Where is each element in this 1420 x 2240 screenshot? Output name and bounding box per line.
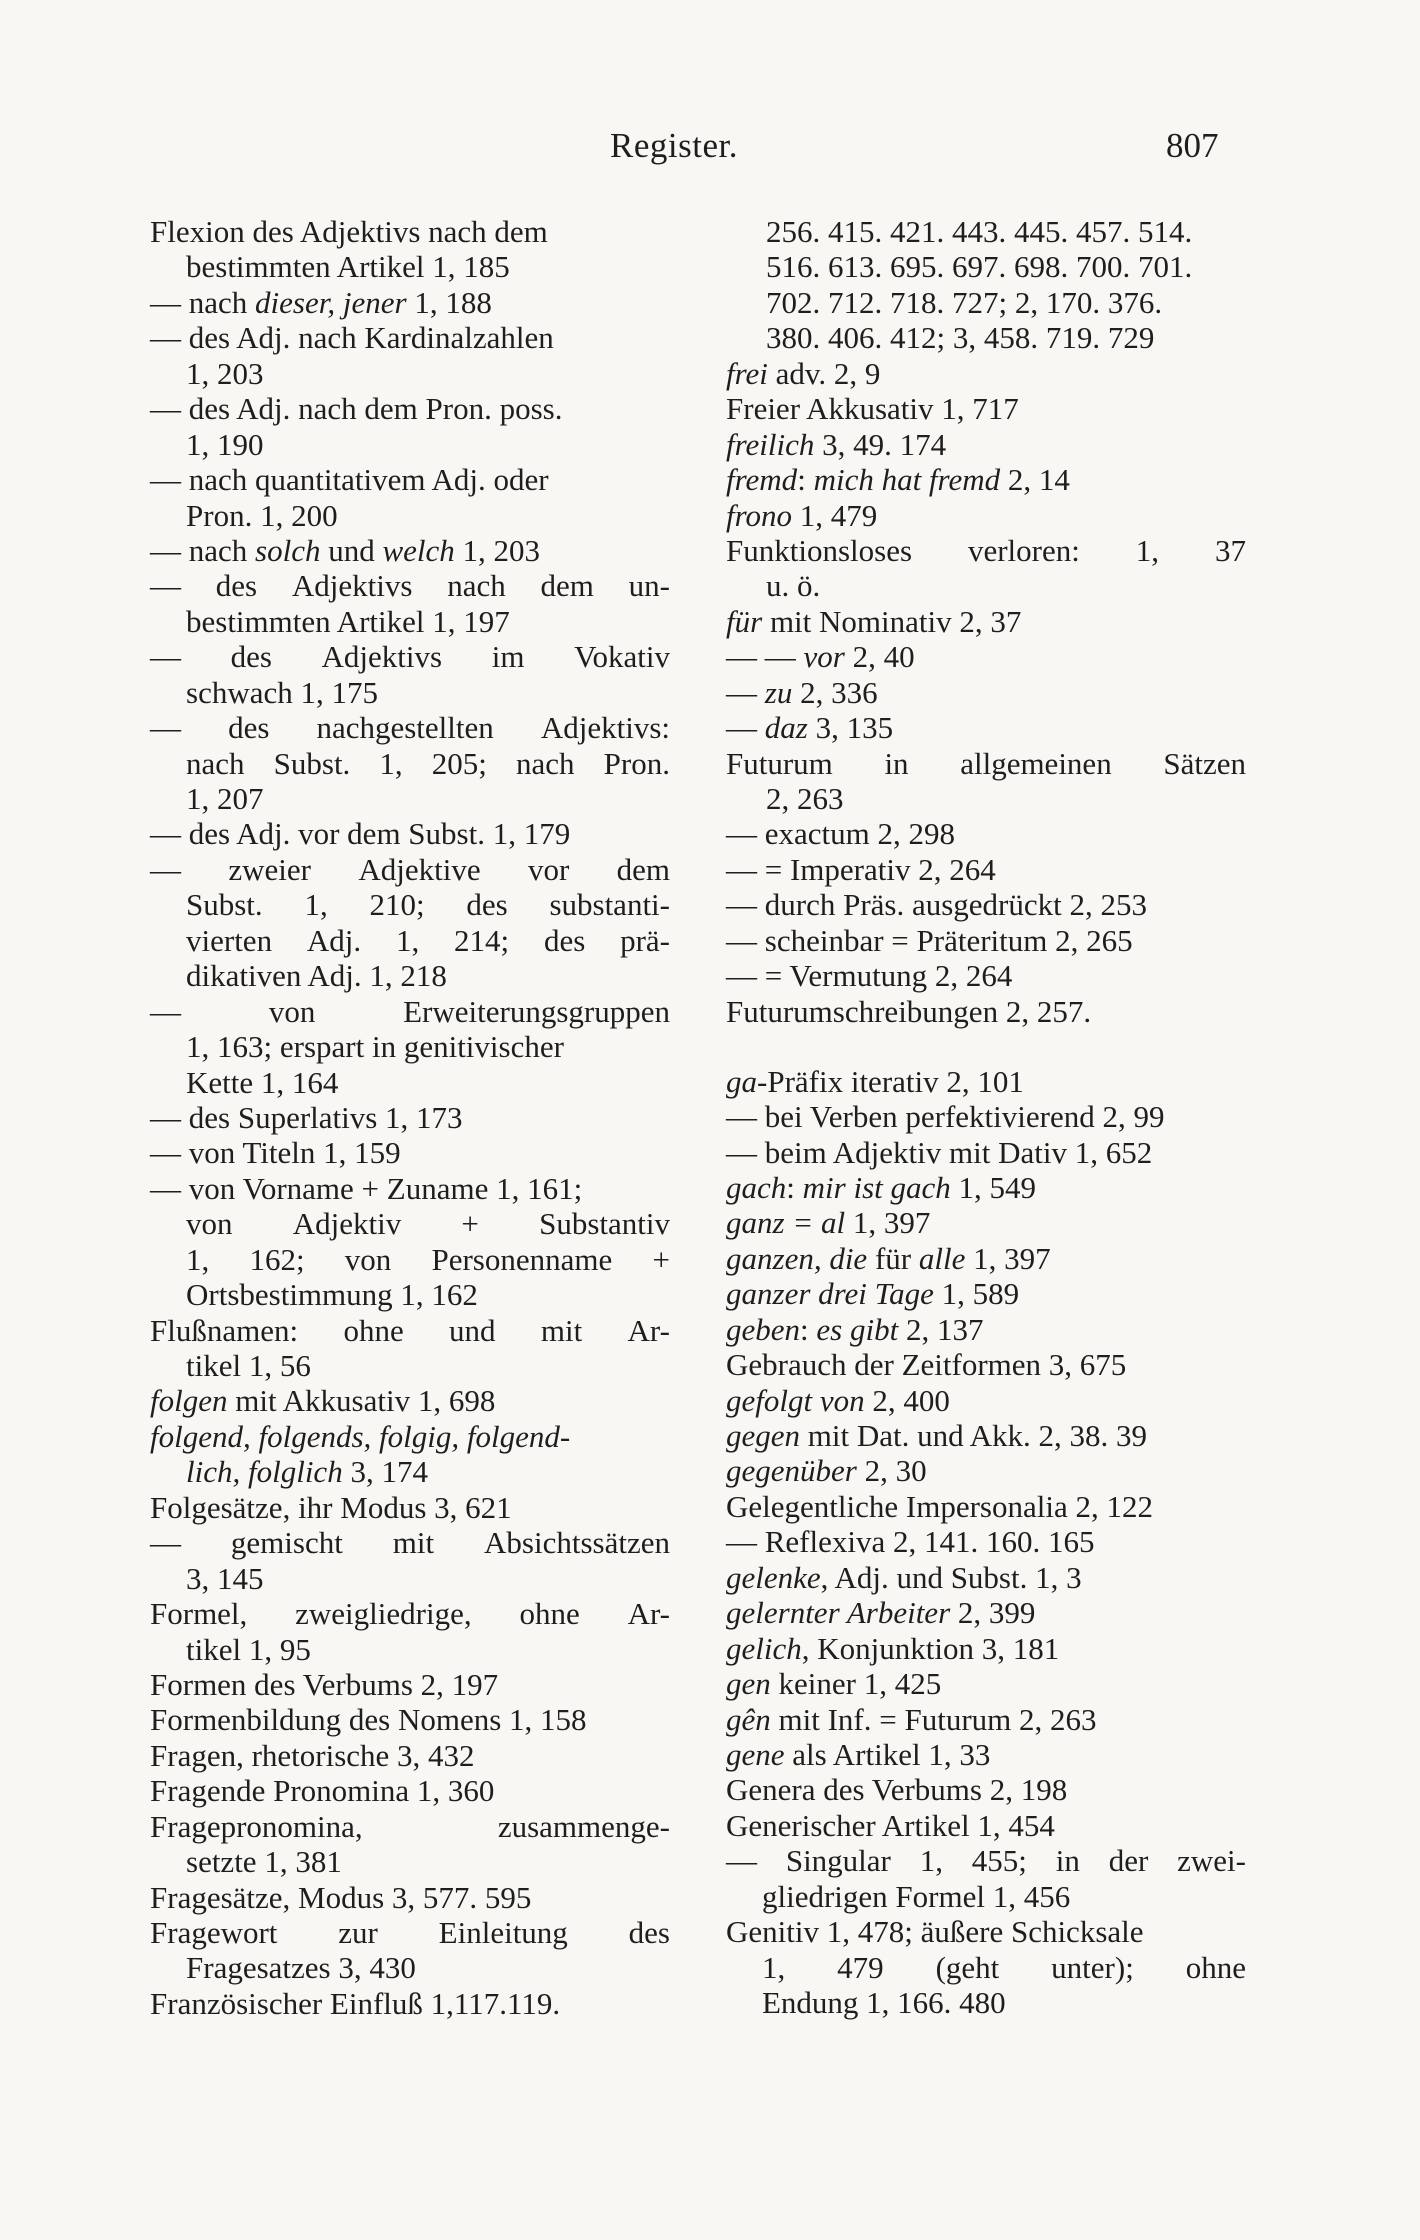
index-line: frei adv. 2, 9 <box>726 355 881 391</box>
index-line: dikativen Adj. 1, 218 <box>186 958 447 994</box>
index-line: — daz 3, 135 <box>726 710 894 746</box>
index-line: Subst. 1, 210; des substanti- <box>186 887 670 923</box>
index-line: — des nachgestellten Adjektivs: <box>150 710 670 746</box>
index-line: — von Vorname + Zuname 1, 161; <box>150 1170 583 1206</box>
index-line: — — vor 2, 40 <box>726 639 915 675</box>
index-line: frono 1, 479 <box>726 497 878 533</box>
index-line: ganz = al 1, 397 <box>726 1205 931 1241</box>
index-line: Pron. 1, 200 <box>186 497 338 533</box>
index-line: — durch Präs. ausgedrückt 2, 253 <box>726 887 1147 923</box>
index-line: schwach 1, 175 <box>186 674 378 710</box>
index-line: 1, 479 (geht unter); ohne <box>762 1949 1246 1985</box>
index-line: — Singular 1, 455; in der zwei- <box>726 1843 1246 1879</box>
index-line: gên mit Inf. = Futurum 2, 263 <box>726 1701 1097 1737</box>
index-line: von Adjektiv + Substantiv <box>186 1206 670 1242</box>
index-line: gefolgt von 2, 400 <box>726 1382 950 1418</box>
index-line: 3, 145 <box>186 1560 264 1596</box>
index-line: Formen des Verbums 2, 197 <box>150 1666 499 1702</box>
index-line: Fragende Pronomina 1, 360 <box>150 1773 495 1809</box>
index-line: gelenke, Adj. und Subst. 1, 3 <box>726 1559 1082 1595</box>
index-line: — des Adjektivs im Vokativ <box>150 639 670 675</box>
index-line: Fragewort zur Einleitung des <box>150 1915 670 1950</box>
index-line: — zweier Adjektive vor dem <box>150 851 670 887</box>
index-line: Formenbildung des Nomens 1, 158 <box>150 1702 587 1738</box>
index-line: — des Adj. nach dem Pron. poss. <box>150 391 563 427</box>
index-line: ganzer drei Tage 1, 589 <box>726 1276 1020 1312</box>
index-line: — des Adj. vor dem Subst. 1, 179 <box>150 816 571 852</box>
index-line: setzte 1, 381 <box>186 1844 342 1880</box>
index-line: gelich, Konjunktion 3, 181 <box>726 1630 1060 1666</box>
index-line: folgen mit Akkusativ 1, 698 <box>150 1383 496 1419</box>
index-line: ga-Präfix iterativ 2, 101 <box>726 1063 1024 1099</box>
index-line: geben: es gibt 2, 137 <box>726 1311 984 1347</box>
index-line: — von Erweiterungsgruppen <box>150 993 670 1029</box>
index-column-right <box>726 214 1246 2020</box>
index-line: nach Subst. 1, 205; nach Pron. <box>186 745 670 781</box>
index-line: Genitiv 1, 478; äußere Schicksale <box>726 1914 1144 1950</box>
index-line: — gemischt mit Absichtssätzen <box>150 1525 670 1561</box>
index-line: Fragepronomina, zusammenge- <box>150 1808 670 1844</box>
index-line: gegen mit Dat. und Akk. 2, 38. 39 <box>726 1418 1148 1453</box>
index-line: — bei Verben perfektivierend 2, 99 <box>726 1099 1165 1135</box>
index-line: Ortsbestimmung 1, 162 <box>186 1277 478 1313</box>
index-line: — = Vermutung 2, 264 <box>726 958 1013 994</box>
index-line: Kette 1, 164 <box>186 1064 339 1100</box>
index-line: Endung 1, 166. 480 <box>762 1985 1006 2020</box>
index-line: — beim Adjektiv mit Dativ 1, 652 <box>726 1134 1153 1170</box>
index-line: 1, 207 <box>186 781 264 816</box>
index-line: gach: mir ist gach 1, 549 <box>726 1169 1037 1205</box>
index-line: — des Adjektivs nach dem un- <box>150 568 670 604</box>
index-line: fremd: mich hat fremd 2, 14 <box>726 462 1070 498</box>
index-line: Genera des Verbums 2, 198 <box>726 1772 1068 1808</box>
index-line: Generischer Artikel 1, 454 <box>726 1807 1055 1843</box>
index-line: Flexion des Adjektivs nach dem <box>150 214 548 249</box>
page-number: 807 <box>1166 126 1219 165</box>
index-line: bestimmten Artikel 1, 197 <box>186 603 510 639</box>
index-line: Freier Akkusativ 1, 717 <box>726 391 1019 427</box>
index-line: Gebrauch der Zeitformen 3, 675 <box>726 1347 1127 1383</box>
page-header <box>0 126 1420 170</box>
index-line: folgend, folgends, folgig, folgend- <box>150 1418 571 1454</box>
index-line: 516. 613. 695. 697. 698. 700. 701. <box>766 249 1193 285</box>
index-line: 2, 263 <box>766 781 844 816</box>
index-line: für mit Nominativ 2, 37 <box>726 603 1022 639</box>
index-line: Fragen, rhetorische 3, 432 <box>150 1737 475 1773</box>
index-line: 1, 203 <box>186 355 264 391</box>
index-line: 1, 163; erspart in genitivischer <box>186 1029 564 1065</box>
index-line: — exactum 2, 298 <box>726 816 956 852</box>
index-line: gene als Artikel 1, 33 <box>726 1736 991 1772</box>
index-line: gliedrigen Formel 1, 456 <box>762 1878 1071 1914</box>
index-line: Formel, zweigliedrige, ohne Ar- <box>150 1596 670 1632</box>
index-line: — nach quantitativem Adj. oder <box>150 462 549 498</box>
index-line: 256. 415. 421. 443. 445. 457. 514. <box>766 214 1193 249</box>
index-line: Fragesatzes 3, 430 <box>186 1950 416 1986</box>
index-line: 1, 190 <box>186 426 264 462</box>
index-line: 702. 712. 718. 727; 2, 170. 376. <box>766 284 1163 320</box>
index-line: ganzen, die für alle 1, 397 <box>726 1240 1051 1276</box>
index-line: bestimmten Artikel 1, 185 <box>186 249 510 285</box>
index-line: — nach dieser, jener 1, 188 <box>150 284 492 320</box>
index-line: u. ö. <box>766 568 821 604</box>
index-column-left <box>150 214 670 2021</box>
index-line: gegenüber 2, 30 <box>726 1453 927 1489</box>
index-line: freilich 3, 49. 174 <box>726 426 947 462</box>
index-line: — des Superlativs 1, 173 <box>150 1099 463 1135</box>
index-line: gelernter Arbeiter 2, 399 <box>726 1595 1036 1631</box>
index-line: — des Adj. nach Kardinalzahlen <box>150 320 554 356</box>
index-line: tikel 1, 56 <box>186 1348 311 1383</box>
index-line: Futurum in allgemeinen Sätzen <box>726 745 1246 781</box>
index-line: — = Imperativ 2, 264 <box>726 851 996 887</box>
running-title: Register. <box>610 126 738 165</box>
index-line: 380. 406. 412; 3, 458. 719. 729 <box>766 320 1155 356</box>
index-line: vierten Adj. 1, 214; des prä- <box>186 922 670 958</box>
index-line: Gelegentliche Impersonalia 2, 122 <box>726 1488 1153 1524</box>
index-line: tikel 1, 95 <box>186 1631 311 1667</box>
index-line: — zu 2, 336 <box>726 674 878 710</box>
index-line: — von Titeln 1, 159 <box>150 1135 401 1171</box>
index-line: 1, 162; von Personenname + <box>186 1241 670 1277</box>
index-line: Funktionsloses verloren: 1, 37 <box>726 532 1246 568</box>
index-line: — scheinbar = Präteritum 2, 265 <box>726 922 1133 958</box>
index-line: — Reflexiva 2, 141. 160. 165 <box>726 1524 1095 1560</box>
index-line: Folgesätze, ihr Modus 3, 621 <box>150 1489 512 1525</box>
index-line: Französischer Einfluß 1,117.119. <box>150 1985 561 2021</box>
index-line: Flußnamen: ohne und mit Ar- <box>150 1312 670 1348</box>
index-line: gen keiner 1, 425 <box>726 1666 942 1702</box>
index-line: Futurumschreibungen 2, 257. <box>726 993 1092 1029</box>
index-line: — nach solch und welch 1, 203 <box>150 532 541 568</box>
index-line: Fragesätze, Modus 3, 577. 595 <box>150 1879 532 1915</box>
index-line: lich, folglich 3, 174 <box>186 1454 428 1490</box>
